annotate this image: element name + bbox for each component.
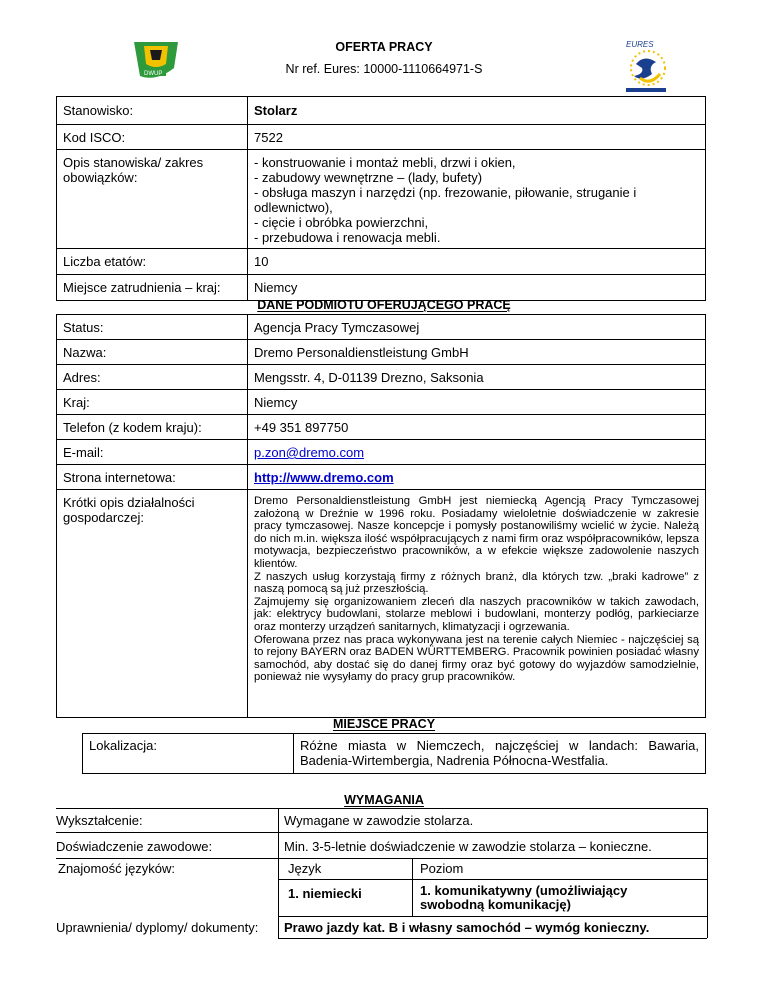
experience-label: Doświadczenie zawodowe: — [56, 839, 213, 854]
table-row — [57, 275, 706, 301]
website-label: Strona internetowa: — [57, 465, 248, 490]
workplace-heading: MIEJSCE PRACY — [332, 717, 436, 731]
country-label: Miejsce zatrudnienia – kraj: — [57, 275, 248, 301]
requirements-heading: WYMAGANIA — [344, 793, 424, 807]
eures-logo-text: EURES — [626, 40, 654, 49]
duties-label: Opis stanowiska/ zakres obowiązków: — [57, 150, 248, 249]
table-row — [57, 340, 706, 365]
address-value: Mengsstr. 4, D-01139 Drezno, Saksonia — [248, 365, 706, 390]
level-value: 1. komunikatywny (umożliwiający swobodną komunikację) — [420, 883, 628, 912]
table-row — [57, 490, 706, 718]
duties-value: - konstruowanie i montaż mebli, drzwi i okien, - zabudowy wewnętrzne – (lady, bufety) - obsługa maszyn i narzędzi (np. frezowanie, piłowanie, struganie i odlewnictwo), - cięcie i obróbka powierzchni, - przebudowa i renowacja mebli. — [248, 150, 706, 249]
country-value: Niemcy — [248, 275, 706, 301]
language-column-header: Język — [288, 861, 322, 876]
table-row — [57, 150, 706, 249]
licenses-label: Uprawnienia/ dyplomy/ dokumenty: — [56, 920, 259, 935]
status-value: Agencja Pracy Tymczasowej — [248, 315, 706, 340]
position-value: Stolarz — [248, 97, 706, 125]
company-name-label: Nazwa: — [57, 340, 248, 365]
isco-value: 7522 — [248, 125, 706, 150]
status-label: Status: — [57, 315, 248, 340]
address-label: Adres: — [57, 365, 248, 390]
email-label: E-mail: — [57, 440, 248, 465]
description-label: Krótki opis działalności gospodarczej: — [57, 490, 248, 718]
offer-title: OFERTA PRACY — [335, 40, 433, 54]
table-row — [57, 440, 706, 465]
table-row — [57, 125, 706, 150]
experience-value: Min. 3-5-letnie doświadczenie w zawodzie stolarza – konieczne. — [284, 839, 652, 854]
email-link[interactable]: p.zon@dremo.com — [254, 445, 365, 460]
table-row — [57, 365, 706, 390]
education-label: Wykształcenie: — [56, 813, 143, 828]
table-row — [83, 734, 706, 774]
positions-count-value: 10 — [248, 249, 706, 275]
employer-table — [56, 314, 706, 718]
position-label: Stanowisko: — [57, 97, 248, 125]
table-row — [57, 97, 706, 125]
languages-label: Znajomość języków: — [58, 861, 176, 876]
dwup-logo-text: DWUP — [144, 71, 163, 77]
table-row — [57, 315, 706, 340]
website-link[interactable]: http://www.dremo.com — [254, 470, 394, 485]
licenses-value: Prawo jazdy kat. B i własny samochód – wymóg konieczny. — [284, 920, 650, 935]
level-column-header: Poziom — [420, 861, 464, 876]
company-name-value: Dremo Personaldienstleistung GmbH — [248, 340, 706, 365]
offer-table — [56, 96, 706, 301]
employer-country-label: Kraj: — [57, 390, 248, 415]
phone-label: Telefon (z kodem kraju): — [57, 415, 248, 440]
table-row — [57, 465, 706, 490]
workplace-table — [82, 733, 706, 774]
offer-reference: Nr ref. Eures: 10000-1110664971-S — [285, 62, 483, 76]
table-row — [57, 390, 706, 415]
requirements-section — [56, 808, 708, 938]
employer-heading: DANE PODMIOTU OFERUJĄCEGO PRACĘ — [257, 298, 511, 312]
table-row — [57, 415, 706, 440]
education-value: Wymagane w zawodzie stolarza. — [284, 813, 474, 828]
location-label: Lokalizacja: — [83, 734, 294, 774]
table-row — [57, 249, 706, 275]
employer-country-value: Niemcy — [248, 390, 706, 415]
isco-label: Kod ISCO: — [57, 125, 248, 150]
phone-value: +49 351 897750 — [248, 415, 706, 440]
location-value: Różne miasta w Niemczech, najczęściej w landach: Bawaria, Badenia-Wirtembergia, Nadrenia Północna-Westfalia. — [294, 734, 706, 774]
description-value: Dremo Personaldienstleistung GmbH jest niemiecką Agencją Pracy Tymczasowej założoną w Dreźnie w 1996 roku. Posiadamy wieloletnie doświadczenie w zakresie pracy tymczasowej. Nasze koncepcje i pomysły postanowiliśmy wcielić w życie. Należą do nich m.in. większa ilość współpracujących z nami firm oraz współpracowników, lepsza motywacja, bezpieczeństwo pracowników, a w efekcie większe zadowolenie naszych klientów. Z naszych usług korzystają firmy z różnych branż, dla których tzw. „braki kadrowe” z naszą pomocą są już przeszłością. Zajmujemy się organizowaniem zleceń dla naszych pracowników w takich zawodach, jak: elektrycy budowlani, stolarze meblowi i budowlani, monterzy podłóg, parkieciarze oraz monterzy urządzeń sanitarnych, klimatyzacji i ogrzewania. Oferowana przez nas praca wykonywana jest na terenie całych Niemiec - najczęściej są to rejony BAYERN oraz BADEN WÜRTTEMBERG. Pracownik powinien posiadać własny samochód, aby dostać się do danej firmy oraz być gotowy do wyjazdów samodzielnie, ponieważ nie wysyłamy do pracy grup pracowników. — [248, 490, 706, 718]
positions-count-label: Liczba etatów: — [57, 249, 248, 275]
language-value: 1. niemiecki — [288, 886, 362, 901]
